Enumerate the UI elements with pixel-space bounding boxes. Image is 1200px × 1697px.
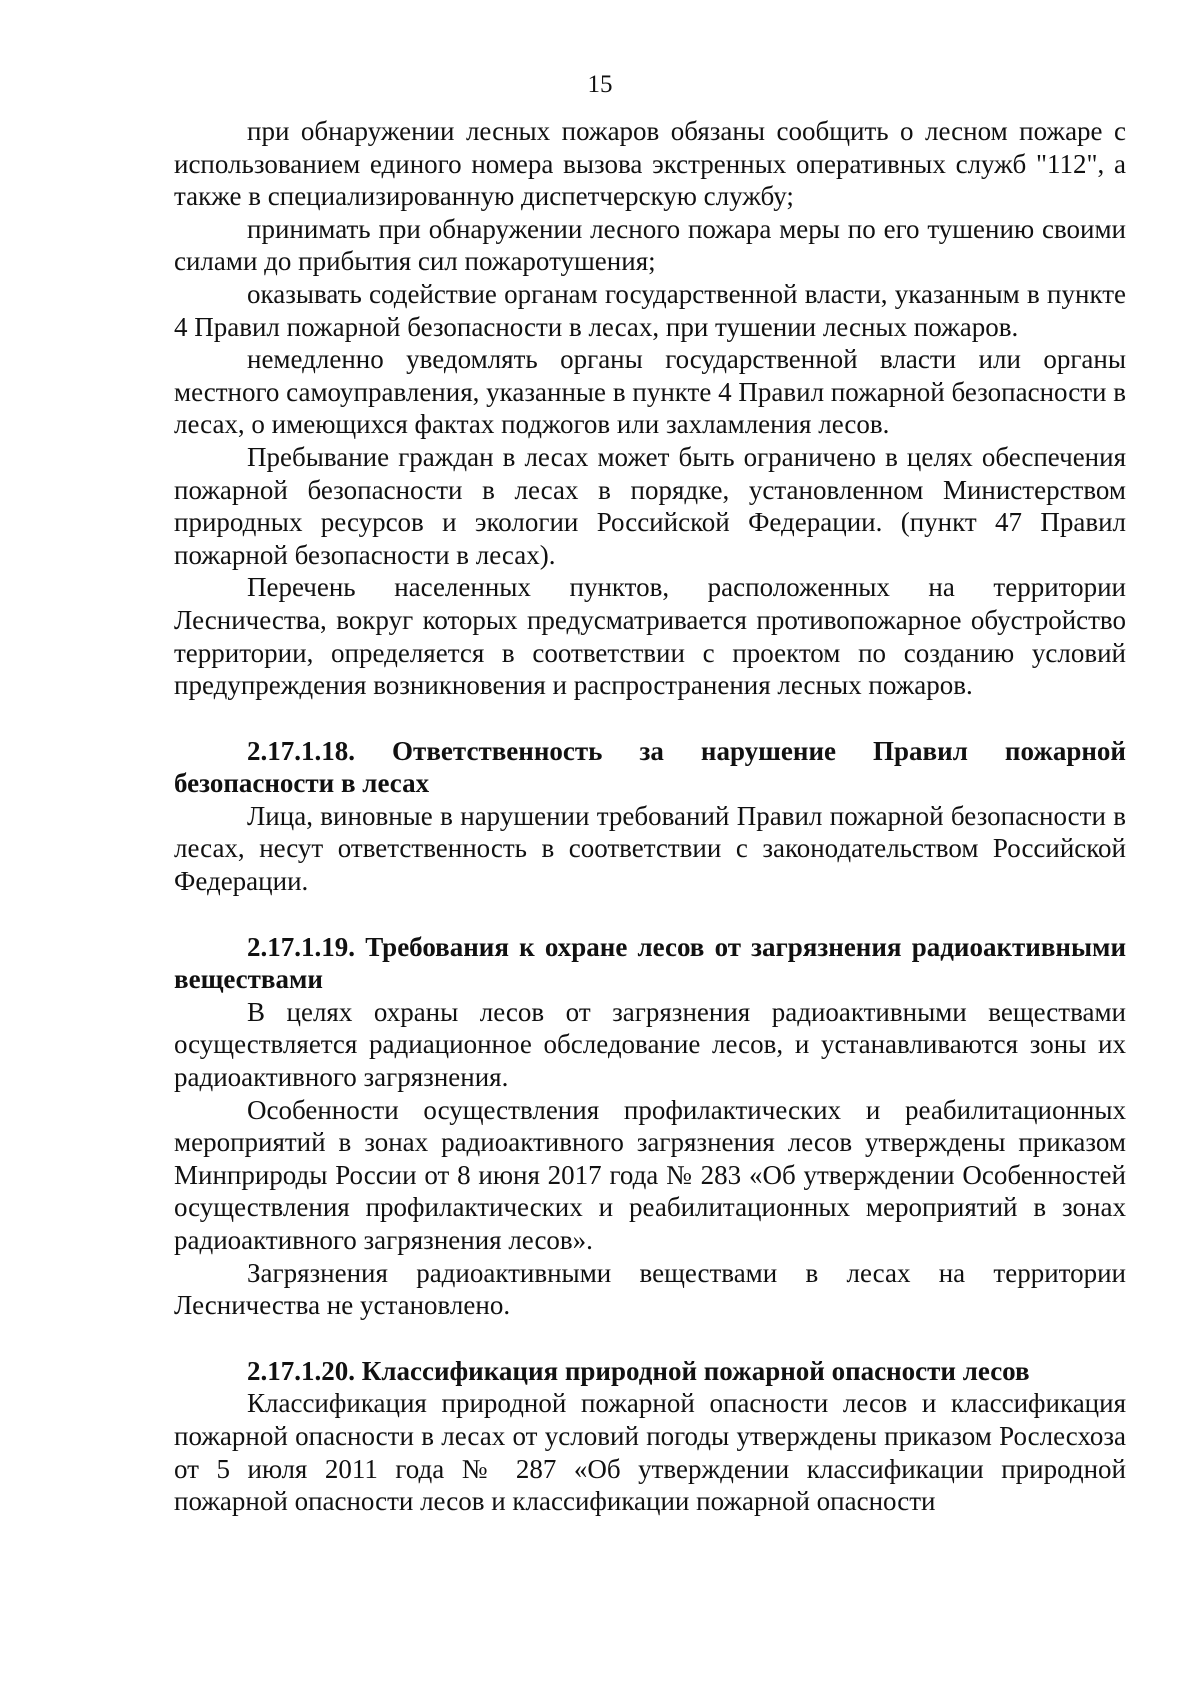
page-number: 15 xyxy=(587,71,613,98)
paragraph: Классификация природной пожарной опасности лесов и классификация пожарной опасности в лесах от условий погоды утверждены приказом Рослесхоза от 5 июля 2011 года № 287 «Об утверждении классификации природной пожарной опасности лесов и классификации пожарной опасности xyxy=(174,1388,1126,1517)
paragraph: Пребывание граждан в лесах может быть ограничено в целях обеспечения пожарной безопасности в лесах в порядке, установленном Министерством природных ресурсов и экологии Российской Федерации. (пункт 47 Правил пожарной безопасности в лесах). xyxy=(174,441,1126,570)
page-content xyxy=(174,115,1126,1518)
paragraph: Лица, виновные в нарушении требований Правил пожарной безопасности в лесах, несут ответственность в соответствии с законодательством Российской Федерации. xyxy=(174,800,1126,897)
paragraph: при обнаружении лесных пожаров обязаны сообщить о лесном пожаре с использованием единого номера вызова экстренных оперативных служб "112", а также в специализированную диспетчерскую службу; xyxy=(174,116,1126,212)
section-gap xyxy=(174,1322,1126,1355)
section-heading: 2.17.1.19. Требования к охране лесов от загрязнения радиоактивными веществами xyxy=(174,931,1126,995)
paragraph: Загрязнения радиоактивными веществами в лесах на территории Лесничества не установлено. xyxy=(174,1257,1126,1321)
section-gap xyxy=(174,702,1126,735)
paragraph: Перечень населенных пунктов, расположенных на территории Лесничества, вокруг которых предусматривается противопожарное обустройство территории, определяется в соответствии с проектом по созданию условий предупреждения возникновения и распространения лесных пожаров. xyxy=(174,572,1126,701)
section-heading: 2.17.1.18. Ответственность за нарушение Правил пожарной безопасности в лесах xyxy=(174,735,1126,799)
paragraph: принимать при обнаружении лесного пожара меры по его тушению своими силами до прибытия сил пожаротушения; xyxy=(174,213,1126,277)
paragraph: оказывать содействие органам государственной власти, указанным в пункте 4 Правил пожарной безопасности в лесах, при тушении лесных пожаров. xyxy=(174,278,1126,342)
paragraph: Особенности осуществления профилактических и реабилитационных мероприятий в зонах радиоактивного загрязнения лесов утверждены приказом Минприроды России от 8 июня 2017 года № 283 «Об утверждении Особенностей осуществления профилактических и реабилитационных мероприятий в зонах радиоактивного загрязнения лесов». xyxy=(174,1094,1126,1255)
section-heading: 2.17.1.20. Классификация природной пожарной опасности лесов xyxy=(247,1355,1030,1386)
paragraph: В целях охраны лесов от загрязнения радиоактивными веществами осуществляется радиационное обследование лесов, и устанавливаются зоны их радиоактивного загрязнения. xyxy=(174,996,1126,1093)
paragraph: немедленно уведомлять органы государственной власти или органы местного самоуправления, указанные в пункте 4 Правил пожарной безопасности в лесах, о имеющихся фактах поджогов или захламления лесов. xyxy=(174,344,1126,440)
section-gap xyxy=(174,898,1126,931)
